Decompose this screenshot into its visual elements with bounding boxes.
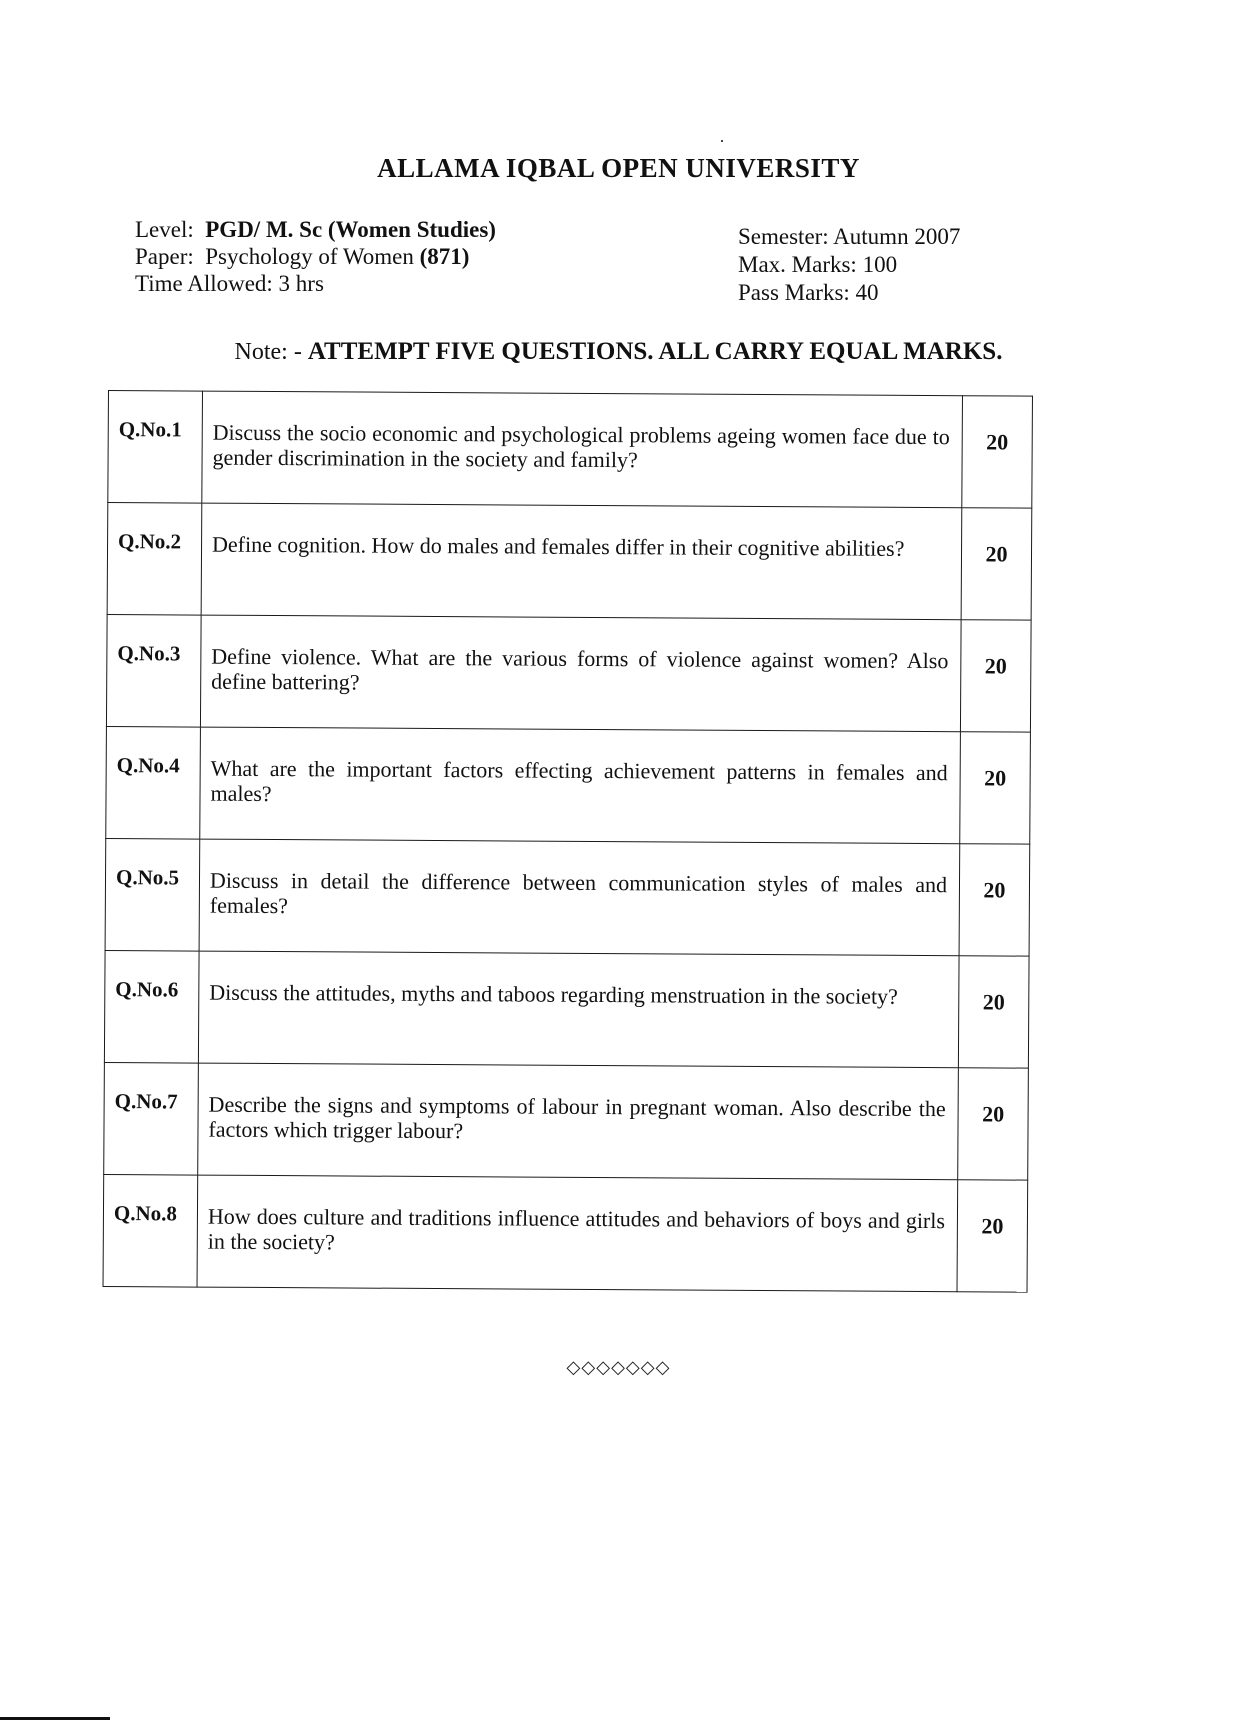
question-number: Q.No.3: [106, 614, 201, 727]
question-row: [103, 1174, 1028, 1292]
question-row: [108, 391, 1033, 509]
question-row: [107, 503, 1032, 621]
questions-table: [103, 390, 1033, 1293]
question-row: [104, 950, 1029, 1068]
question-text: Define cognition. How do males and females differ in their cognitive abilities?: [201, 503, 962, 620]
question-text: Discuss the attitudes, myths and taboos regarding menstruation in the society?: [198, 951, 959, 1068]
questions-table-body: [103, 391, 1032, 1293]
question-number: Q.No.1: [108, 391, 203, 504]
paper-title: Psychology of Women: [205, 244, 414, 269]
question-marks: 20: [961, 508, 1032, 620]
question-text: What are the important factors effecting achievement patterns in females and males?: [200, 727, 961, 844]
question-marks: 20: [960, 732, 1031, 844]
question-text: Define violence. What are the various forms of violence against women? Also define battering?: [200, 615, 961, 732]
question-marks: 20: [958, 1068, 1029, 1180]
instructions-note: [0, 338, 1237, 366]
question-number: Q.No.5: [105, 838, 200, 951]
question-number: Q.No.6: [104, 950, 199, 1063]
note-label: Note: -: [234, 339, 302, 365]
scan-speck: [721, 140, 723, 142]
question-marks: 20: [962, 396, 1033, 508]
question-row: [104, 1062, 1029, 1180]
time-allowed: Time Allowed: 3 hrs: [135, 271, 324, 296]
question-text: Discuss in detail the difference between communication styles of males and females?: [199, 839, 960, 956]
question-marks: 20: [958, 956, 1029, 1068]
question-number: Q.No.4: [106, 726, 201, 839]
question-number: Q.No.8: [103, 1174, 198, 1287]
end-of-paper-mark: ◇◇◇◇◇◇◇: [566, 1357, 671, 1377]
paper-line: [135, 243, 496, 270]
question-text: Discuss the socio economic and psychological problems ageing women face due to gender discrimination in the society and family?: [202, 391, 963, 508]
scan-edge-line: [0, 1717, 110, 1720]
semester: Semester: Autumn 2007: [738, 224, 961, 249]
question-marks: 20: [960, 620, 1031, 732]
max-marks: Max. Marks: 100: [738, 252, 898, 277]
question-marks: 20: [959, 844, 1030, 956]
question-text: Describe the signs and symptoms of labour in pregnant woman. Also describe the factors which trigger labour?: [198, 1063, 959, 1180]
level-line: [135, 216, 496, 243]
question-row: [105, 838, 1030, 956]
question-number: Q.No.2: [107, 503, 202, 616]
question-text: How does culture and traditions influence attitudes and behaviors of boys and girls in the society?: [197, 1175, 958, 1292]
note-text: ATTEMPT FIVE QUESTIONS. ALL CARRY EQUAL MARKS.: [307, 338, 1003, 365]
question-row: [106, 614, 1031, 732]
question-row: [106, 726, 1031, 844]
level-value: PGD/ M. Sc (Women Studies): [205, 217, 496, 242]
level-label: Level:: [135, 217, 194, 242]
exam-details-left: [135, 216, 496, 297]
question-number: Q.No.7: [104, 1062, 199, 1175]
paper-code: (871): [419, 244, 470, 269]
page-title: ALLAMA IQBAL OPEN UNIVERSITY: [377, 153, 860, 183]
exam-details-right: [738, 223, 960, 307]
question-marks: 20: [957, 1180, 1028, 1292]
pass-marks: Pass Marks: 40: [738, 280, 879, 305]
paper-label: Paper:: [135, 244, 194, 269]
